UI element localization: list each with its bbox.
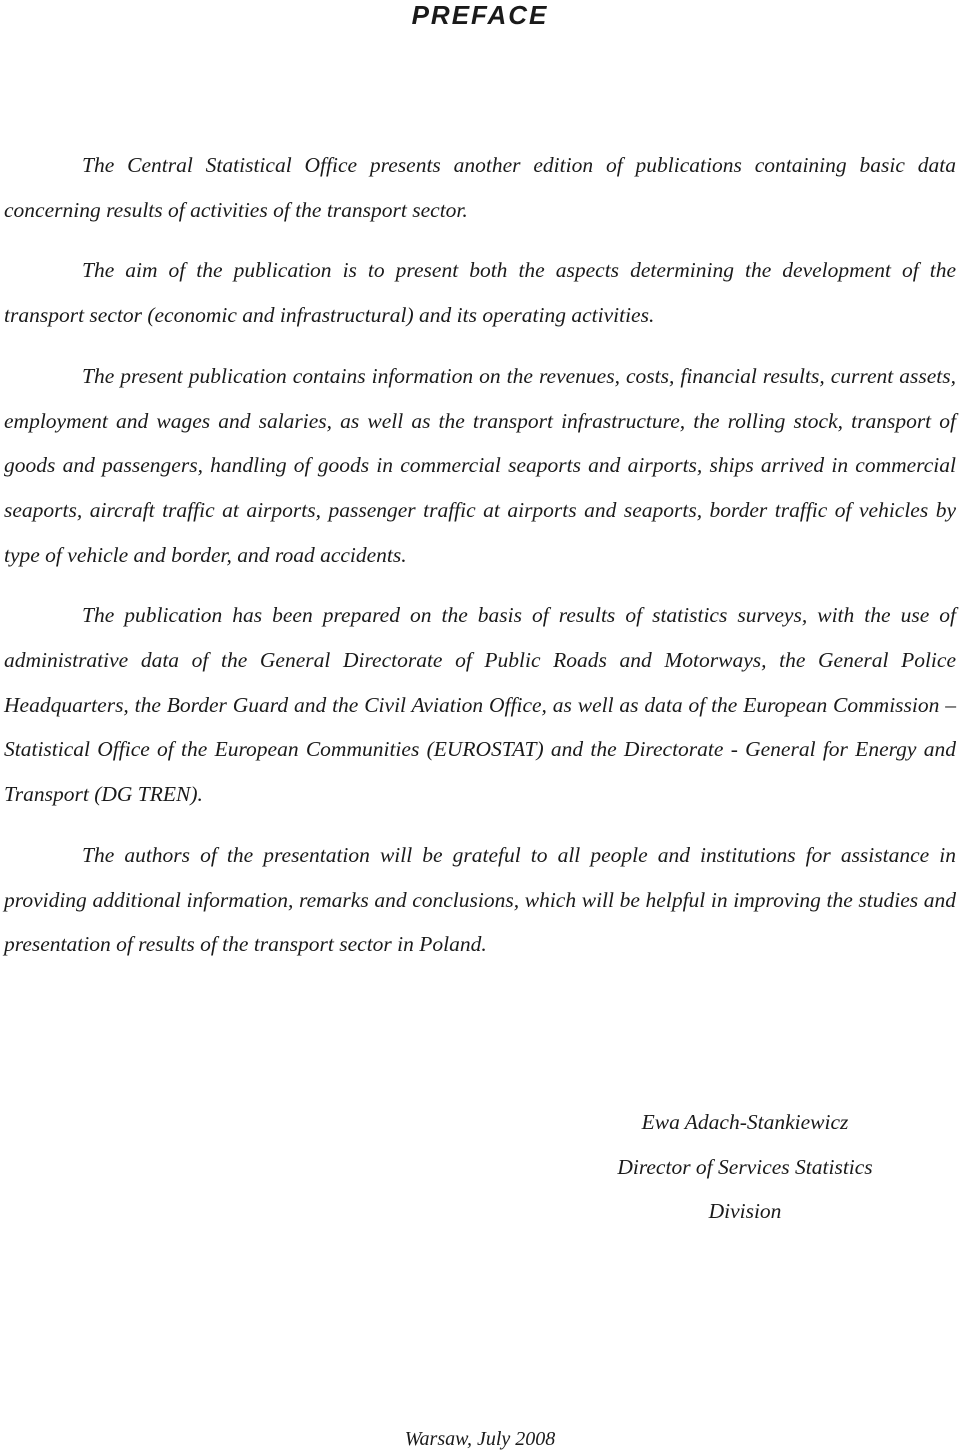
paragraph-aim: The aim of the publication is to present both the aspects determining the development of the transport sector (economic and infrastructural) and its operating activities. — [4, 258, 956, 328]
preface-body — [4, 143, 956, 983]
paragraph-contents: The present publication contains information on the revenues, costs, financial results, current assets, employment and wages and salaries, as well as the transport infrastructure, the rolling stock, transport of goods and passengers, handling of goods in commercial seaports and airports, ships arrived in commercial seaports, aircraft traffic at airports, passenger traffic at airports and seaports, border traffic of vehicles by type of vehicle and border, and road accidents. — [4, 363, 956, 567]
page-title: PREFACE — [411, 0, 549, 30]
paragraph-acknowledgement: The authors of the presentation will be grateful to all people and institutions for assistance in providing additional information, remarks and conclusions, which will be helpful in improving the studies and presentation of results of the transport sector in Poland. — [4, 842, 956, 957]
signatory-position: Director of Services Statistics — [617, 1154, 873, 1179]
signatory-name: Ewa Adach-Stankiewicz — [641, 1110, 849, 1134]
place-date: Warsaw, July 2008 — [404, 1428, 556, 1450]
signatory-division: Division — [708, 1199, 782, 1224]
signature-block — [530, 1100, 960, 1234]
paragraph-sources: The publication has been prepared on the basis of results of statistics surveys, with the use of administrative data of the General Directorate of Public Roads and Motorways, the General Police Headquarters, the Border Guard and the Civil Aviation Office, as well as data of the European Commission – Statistical Office of the European Communities (EUROSTAT) and the Directorate - General for Energy and Transport (DG TREN). — [4, 603, 956, 807]
paragraph-intro: The Central Statistical Office presents another edition of publications containing basic data concerning results of activities of the transport sector. — [4, 153, 956, 222]
